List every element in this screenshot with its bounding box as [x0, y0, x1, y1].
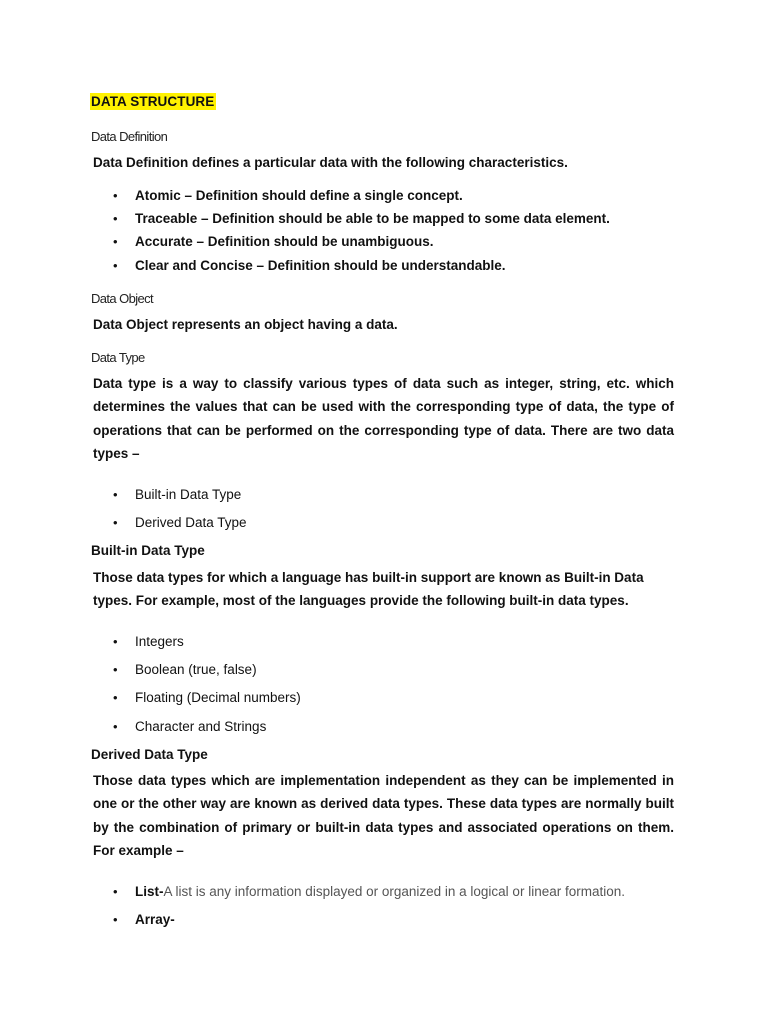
bullet-icon: •: [113, 515, 118, 530]
bullet-icon: •: [113, 690, 118, 705]
list-item: • Boolean (true, false): [113, 662, 257, 677]
bullet-icon: •: [113, 258, 118, 273]
data-type-heading: Data Type: [91, 350, 145, 365]
builtin-heading: Built-in Data Type: [91, 543, 205, 558]
list-item: • Atomic – Definition should define a single concept.: [113, 188, 463, 203]
list-item: • Character and Strings: [113, 719, 267, 734]
builtin-text: Those data types for which a language has built-in support are known as Built-in Data types. For example, most of the languages provide the following built-in data types.: [93, 570, 644, 609]
bullet-icon: •: [113, 211, 118, 226]
list-item: • Integers: [113, 634, 184, 649]
list-item: • Clear and Concise – Definition should be understandable.: [113, 258, 506, 273]
list-item: • Traceable – Definition should be able to be mapped to some data element.: [113, 211, 610, 226]
bullet-icon: •: [113, 662, 118, 677]
data-object-text: Data Object represents an object having a data.: [93, 317, 398, 332]
bullet-icon: •: [113, 634, 118, 649]
array-label: Array-: [135, 912, 175, 927]
derived-text: Those data types which are implementation independent as they can be implemented in one or the other way are known as derived data types. These data types are normally built by the combination of primary or built-in data types and associated operations on them. For example –: [93, 773, 674, 859]
list-description: A list is any information displayed or organized in a logical or linear formation.: [163, 884, 625, 899]
list-item: • Floating (Decimal numbers): [113, 690, 301, 705]
bullet-icon: •: [113, 719, 118, 734]
bullet-icon: •: [113, 188, 118, 203]
list-label: List-: [135, 884, 164, 899]
data-definition-heading: Data Definition: [91, 129, 168, 144]
list-item: • Derived Data Type: [113, 515, 247, 530]
data-definition-intro: Data Definition defines a particular data with the following characteristics.: [93, 155, 568, 170]
list-item: • Accurate – Definition should be unambiguous.: [113, 234, 434, 249]
derived-heading: Derived Data Type: [91, 747, 208, 762]
list-item: [113, 884, 625, 899]
list-item: • Built-in Data Type: [113, 487, 242, 502]
bullet-icon: •: [113, 487, 118, 502]
data-type-text: Data type is a way to classify various types of data such as integer, string, etc. which determines the values that can be used with the corresponding type of data, the type of operations that can be performed on the corresponding type of data. There are two data types –: [93, 376, 674, 462]
list-item: [113, 912, 175, 927]
bullet-icon: •: [113, 234, 118, 249]
data-object-heading: Data Object: [91, 291, 154, 306]
bullet-icon: •: [113, 884, 118, 899]
document-title: DATA STRUCTURE: [91, 94, 215, 109]
bullet-icon: •: [113, 912, 118, 927]
